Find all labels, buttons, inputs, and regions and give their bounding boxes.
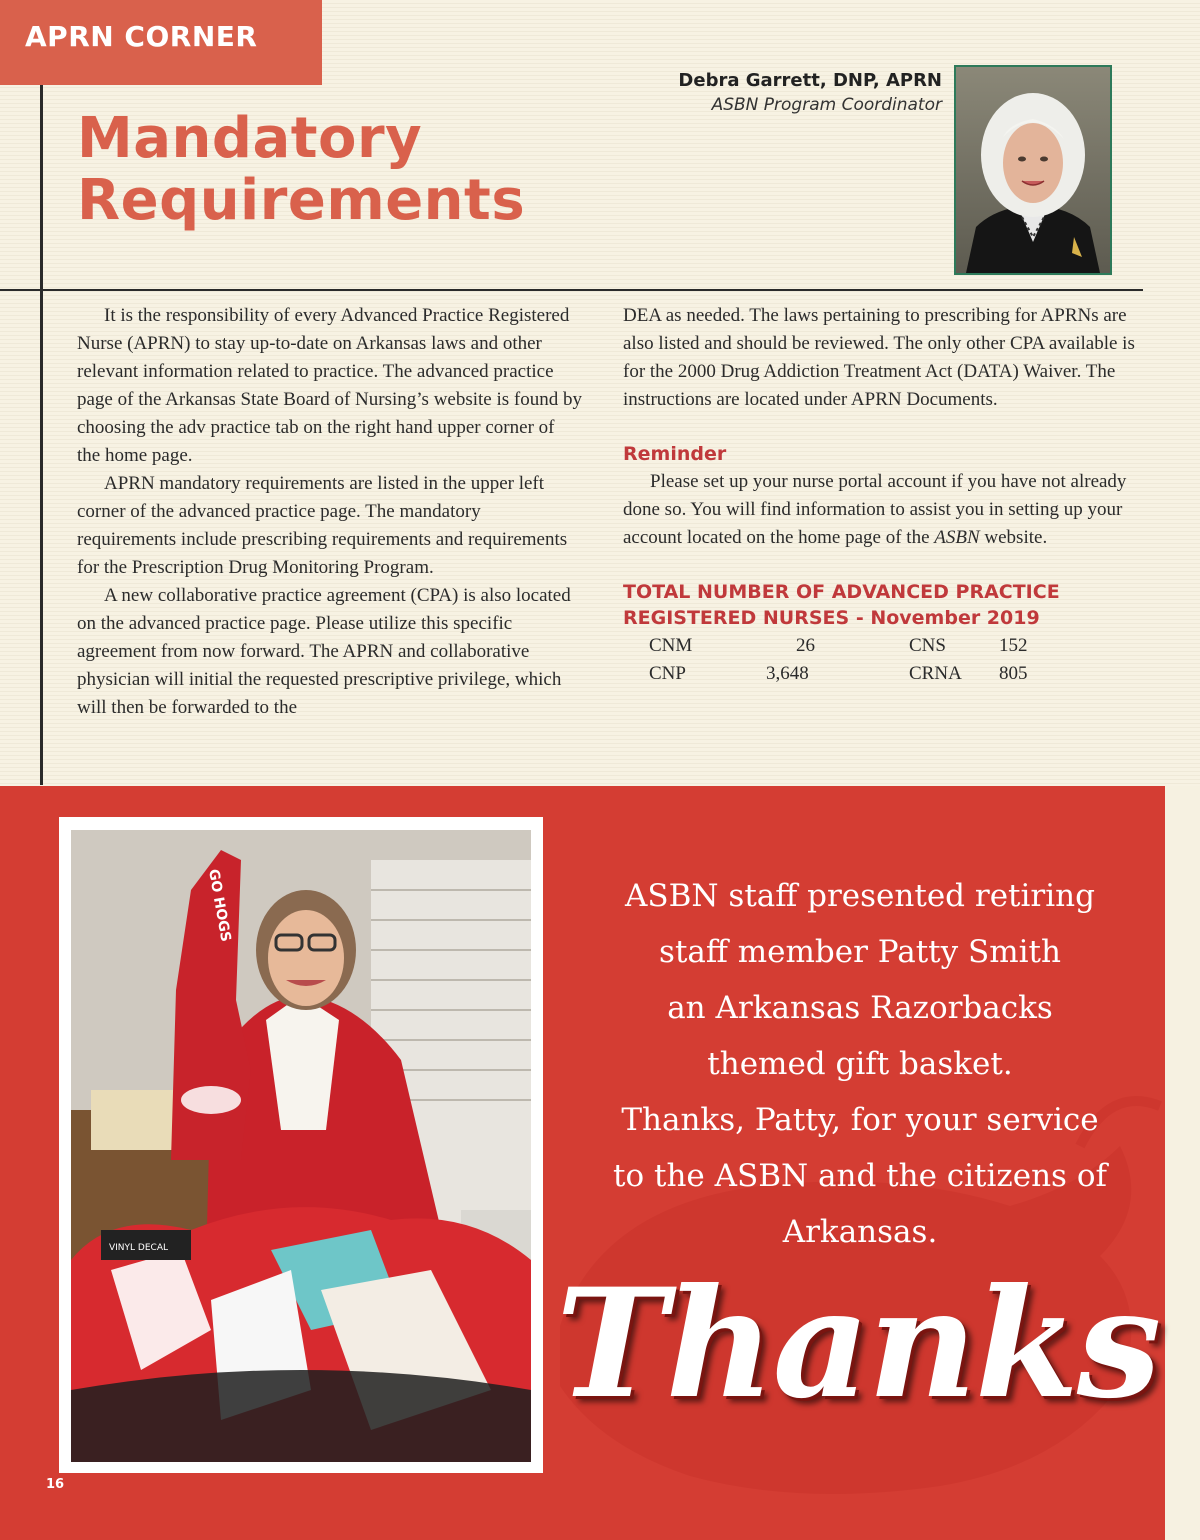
author-role: ASBN Program Coordinator	[711, 95, 942, 115]
stats-value: 152	[999, 635, 1028, 656]
message-line: ASBN staff presented retiring	[625, 878, 1095, 914]
paragraph-continued: DEA as needed. The laws pertaining to prescribing for APRNs are also listed and should be reviewed. The only other CPA available is for the 2000 Drug Addiction Treatment Act (DATA) Waiver. The instructions are located under APRN Documents.	[623, 305, 1135, 410]
message-line: staff member Patty Smith	[659, 934, 1061, 970]
stats-label: CNS	[909, 635, 946, 656]
retirement-photo	[71, 830, 531, 1462]
title-line-1: Mandatory	[77, 106, 423, 171]
stats-value: 26	[796, 635, 815, 656]
column-right	[623, 302, 1143, 688]
reminder-text-start: Please set up your nurse portal account if you have not already done so. You will find information to assist you in setting up your account located on the home page of the	[623, 471, 1127, 548]
horizontal-rule	[0, 289, 1143, 291]
page-number: 16	[46, 1477, 65, 1492]
reminder-text-italic: ASBN	[934, 527, 980, 548]
decal-text: VINYL DECAL	[109, 1243, 168, 1253]
stats-label: CNM	[649, 635, 693, 656]
stats-heading-line-2: REGISTERED NURSES - November 2019	[623, 607, 1040, 629]
paragraph: A new collaborative practice agreement (CPA) is also located on the advanced practice page. Please utilize this specific agreement from now forward. The APRN and collaborative physician will initial the requested prescriptive privilege, which will then be forwarded to the	[77, 585, 571, 718]
reminder-text	[623, 468, 1143, 552]
message-line: to the ASBN and the citizens of	[613, 1158, 1107, 1194]
portrait-illustration	[956, 67, 1110, 273]
stats-table	[623, 632, 1143, 688]
stats-value: 3,648	[766, 663, 809, 684]
message-line: themed gift basket.	[707, 1046, 1013, 1082]
paragraph: It is the responsibility of every Advanced Practice Registered Nurse (APRN) to stay up-to-date on Arkansas laws and other relevant information related to practice. The advanced practice page of the Arkansas State Board of Nursing’s website is found by choosing the adv practice tab on the right hand upper corner of the home page.	[77, 305, 582, 466]
message-line: an Arkansas Razorbacks	[667, 990, 1053, 1026]
paragraph: APRN mandatory requirements are listed in the upper left corner of the advanced practice page. The mandatory requirements include prescribing requirements and requirements for the Prescription Drug Monitoring Program.	[77, 473, 568, 578]
stats-label: CRNA	[909, 663, 962, 684]
vertical-rule	[40, 85, 43, 785]
author-block	[678, 70, 942, 115]
reminder-heading: Reminder	[623, 443, 727, 465]
title-line-2: Requirements	[77, 168, 526, 233]
stats-heading	[623, 578, 1143, 632]
stats-label: CNP	[649, 663, 686, 684]
section-tag-label: APRN CORNER	[25, 20, 258, 53]
thanks-script-word: Thanks	[556, 1256, 1160, 1432]
reminder-text-end: website.	[979, 527, 1048, 548]
foam-finger-text: GO HOGS	[205, 867, 234, 944]
section-tag	[0, 0, 322, 85]
page-title	[77, 108, 597, 232]
stats-heading-line-1: TOTAL NUMBER OF ADVANCED PRACTICE	[623, 581, 1060, 603]
author-portrait	[954, 65, 1112, 275]
thank-you-message	[600, 868, 1120, 1260]
stats-value: 805	[999, 663, 1028, 684]
author-name: Debra Garrett, DNP, APRN	[678, 70, 942, 91]
message-line: Arkansas.	[782, 1214, 938, 1250]
photo-illustration	[71, 830, 531, 1462]
column-left	[77, 302, 582, 722]
message-line: Thanks, Patty, for your service	[621, 1102, 1099, 1138]
